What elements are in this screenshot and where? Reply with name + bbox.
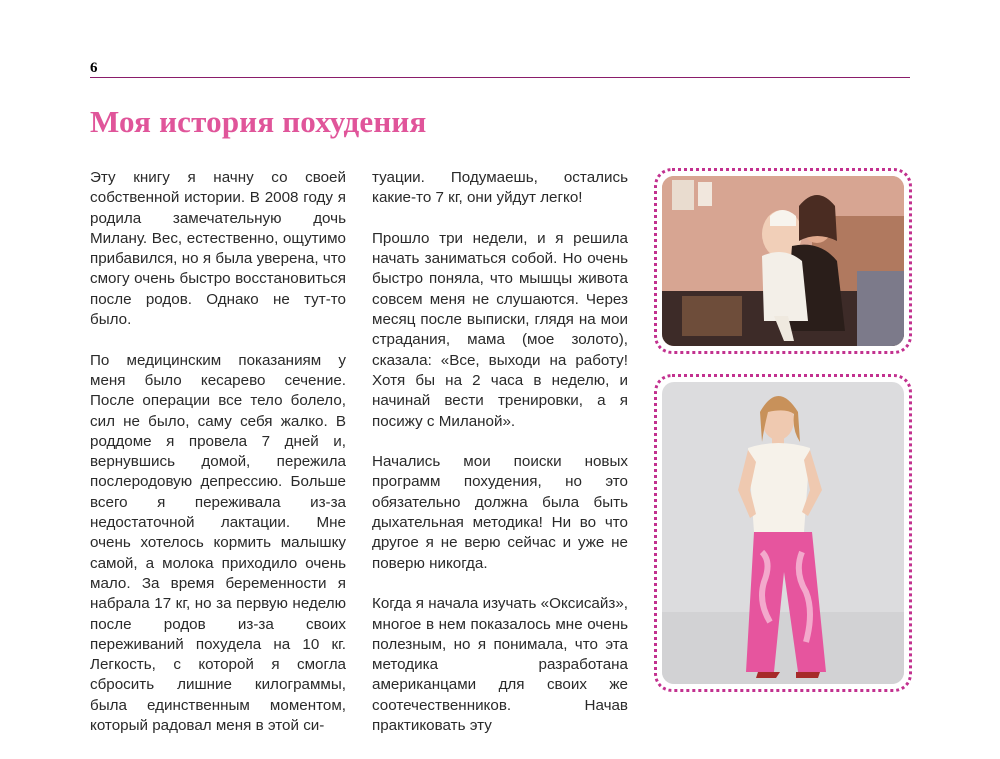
text-column-2 — [372, 168, 628, 757]
page-title: Моя история похудения — [90, 104, 427, 139]
paragraph: туации. Подумаешь, остались какие-то 7 кг, они уйдут легко! — [372, 169, 628, 207]
text-column-1 — [90, 168, 346, 757]
paragraph: Когда я начала изучать «Оксисайз», многое в нем показалось мне очень полезным, но я понимала, что эта методика разработана американцами для своих же соотечественников. Начав практиковать эту — [372, 595, 628, 735]
header-rule — [90, 77, 910, 78]
paragraph: Прошло три недели, и я решила начать заниматься собой. Но очень быстро поняла, что мышцы живота совсем меня не слушаются. Через месяц после выписки, глядя на мои страдания, мама (мое золото), сказала: «Все, выходи на работу! Хотя бы на 2 часа в неделю, и начинай вести тренировки, а я посижу с Миланой». — [372, 229, 628, 430]
paragraph: Эту книгу я начну со своей собственной истории. В 2008 году я родила замечательную дочь Милану. Вес, естественно, ощутимо прибавился, но я была уверена, что смогу очень быстро восстановиться после родов. Однако не тут-то было. — [90, 169, 346, 329]
paragraph: По медицинским показаниям у меня было кесарево сечение. После операции все тело болело, сил не было, саму себя жалко. В роддоме я провела 7 дней и, вернувшись домой, пережила послеродовую депрессию. Больше всего я переживала из-за недостаточной лактации. Мне очень хотелось кормить малышку самой, а молока приходило очень мало. За время беременности я набрала 17 кг, но за первую неделю после родов из-за своих переживаний похудела на 10 кг. Легкость, с которой я смогла сбросить лишние килограммы, была единственным моментом, который радовал меня в этой си- — [90, 351, 346, 735]
page-number: 6 — [90, 60, 98, 76]
photo-frame-woman-standing — [654, 374, 912, 692]
photo-woman-pink-pants — [662, 382, 904, 684]
photo-mother-with-baby — [662, 176, 904, 346]
photo-frame-mother-baby — [654, 168, 912, 354]
paragraph: Начались мои поиски новых программ похудения, но это обязательно должна была быть дыхательная методика! Ни во что другое я не верю сейчас и уже не поверю никогда. — [372, 453, 628, 572]
